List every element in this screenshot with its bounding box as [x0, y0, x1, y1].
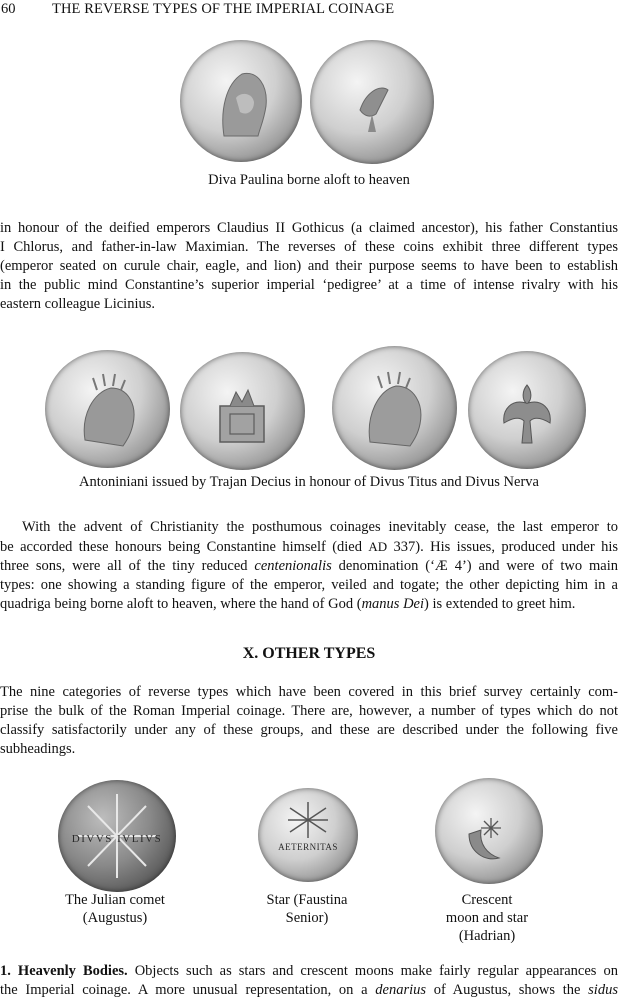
coin-caption: Star (Faustina Senior) [266, 892, 348, 926]
text-line: (emperor seated on curule chair, eagle, and lion) and their purpose seems to have been to establish [0, 258, 618, 274]
text-line: three sons, were all of the tiny reduced centenionalis denomination (‘Æ 4’) and were of two main [0, 558, 618, 574]
hadrian-crescent-coin [435, 778, 543, 884]
coin-legend: AETERNITAS [278, 842, 338, 852]
divus-titus-obverse-coin [45, 350, 170, 468]
text-line: types: one showing a standing figure of the emperor, veiled and togate; the other depicting him in a [0, 577, 618, 593]
coin-caption: The Julian comet (Augustus) [65, 892, 165, 926]
section-heading: X. OTHER TYPES [242, 645, 376, 662]
text-line: The nine categories of reverse types which have been covered in this brief survey certainly com- [0, 684, 618, 700]
figure-caption: Diva Paulina borne aloft to heaven [208, 172, 410, 188]
crescent-moon-star-icon [435, 778, 543, 884]
text-line: subheadings. [0, 741, 76, 757]
faustina-star-coin [258, 788, 358, 882]
body-paragraph [0, 683, 618, 759]
divus-titus-reverse-coin [180, 352, 305, 470]
running-header [0, 0, 618, 20]
figure-caption: Antoniniani issued by Trajan Decius in honour of Divus Titus and Divus Nerva [79, 474, 539, 490]
text-line: eastern colleague Licinius. [0, 296, 156, 312]
text-line: in honour of the deified emperors Claudius II Gothicus (a claimed ancestor), his father Constantius [0, 220, 618, 236]
text-line: the Imperial coinage. A more unusual representation, on a denarius of Augustus, shows the sidus [0, 982, 618, 998]
soaring-figure-icon [310, 40, 434, 164]
text-line: prise the bulk of the Roman Imperial coinage. There are, however, a number of types which do not [0, 703, 618, 719]
body-paragraph [0, 219, 618, 314]
divus-nerva-obverse-coin [332, 346, 457, 470]
eagle-icon [468, 351, 586, 469]
divus-nerva-reverse-coin [468, 351, 586, 469]
veiled-bust-icon [180, 40, 302, 162]
coin-legend: DIVVS IVLIVS [71, 833, 163, 845]
diva-paulina-obverse-coin [180, 40, 302, 162]
body-paragraph [0, 518, 618, 614]
running-title: THE REVERSE TYPES OF THE IMPERIAL COINAGE [52, 1, 395, 17]
radiate-head-icon [45, 350, 170, 468]
text-line: be accorded these honours being Constantine himself (died AD 337). His issues, produced under his [0, 539, 618, 555]
diva-paulina-reverse-coin [310, 40, 434, 164]
radiate-head-icon [332, 346, 457, 470]
coin-caption: Crescent moon and star (Hadrian) [445, 892, 529, 944]
text-line: classify satisfactorily under any of these groups, and these are described under the following five [0, 722, 618, 738]
julian-comet-coin [58, 780, 176, 892]
comet-icon [58, 780, 176, 892]
altar-icon [180, 352, 305, 470]
body-paragraph [0, 962, 618, 1000]
text-line: I Chlorus, and father-in-law Maximian. The reverses of these coins exhibit three different types [0, 239, 618, 255]
text-line: With the advent of Christianity the posthumous coinages inevitably cease, the last emperor to [22, 519, 618, 535]
text-line: in the public mind Constantine’s superior imperial ‘pedigree’ at a time of intense rivalry with his [0, 277, 618, 293]
text-line: quadriga being borne aloft to heaven, where the hand of God (manus Dei) is extended to greet him. [0, 596, 576, 612]
star-icon [258, 788, 358, 882]
text-line: 1. Heavenly Bodies. Objects such as stars and crescent moons make fairly regular appearances on [0, 963, 618, 979]
page-number: 60 [1, 1, 16, 17]
subsection-heading: 1. Heavenly Bodies. [0, 963, 128, 979]
